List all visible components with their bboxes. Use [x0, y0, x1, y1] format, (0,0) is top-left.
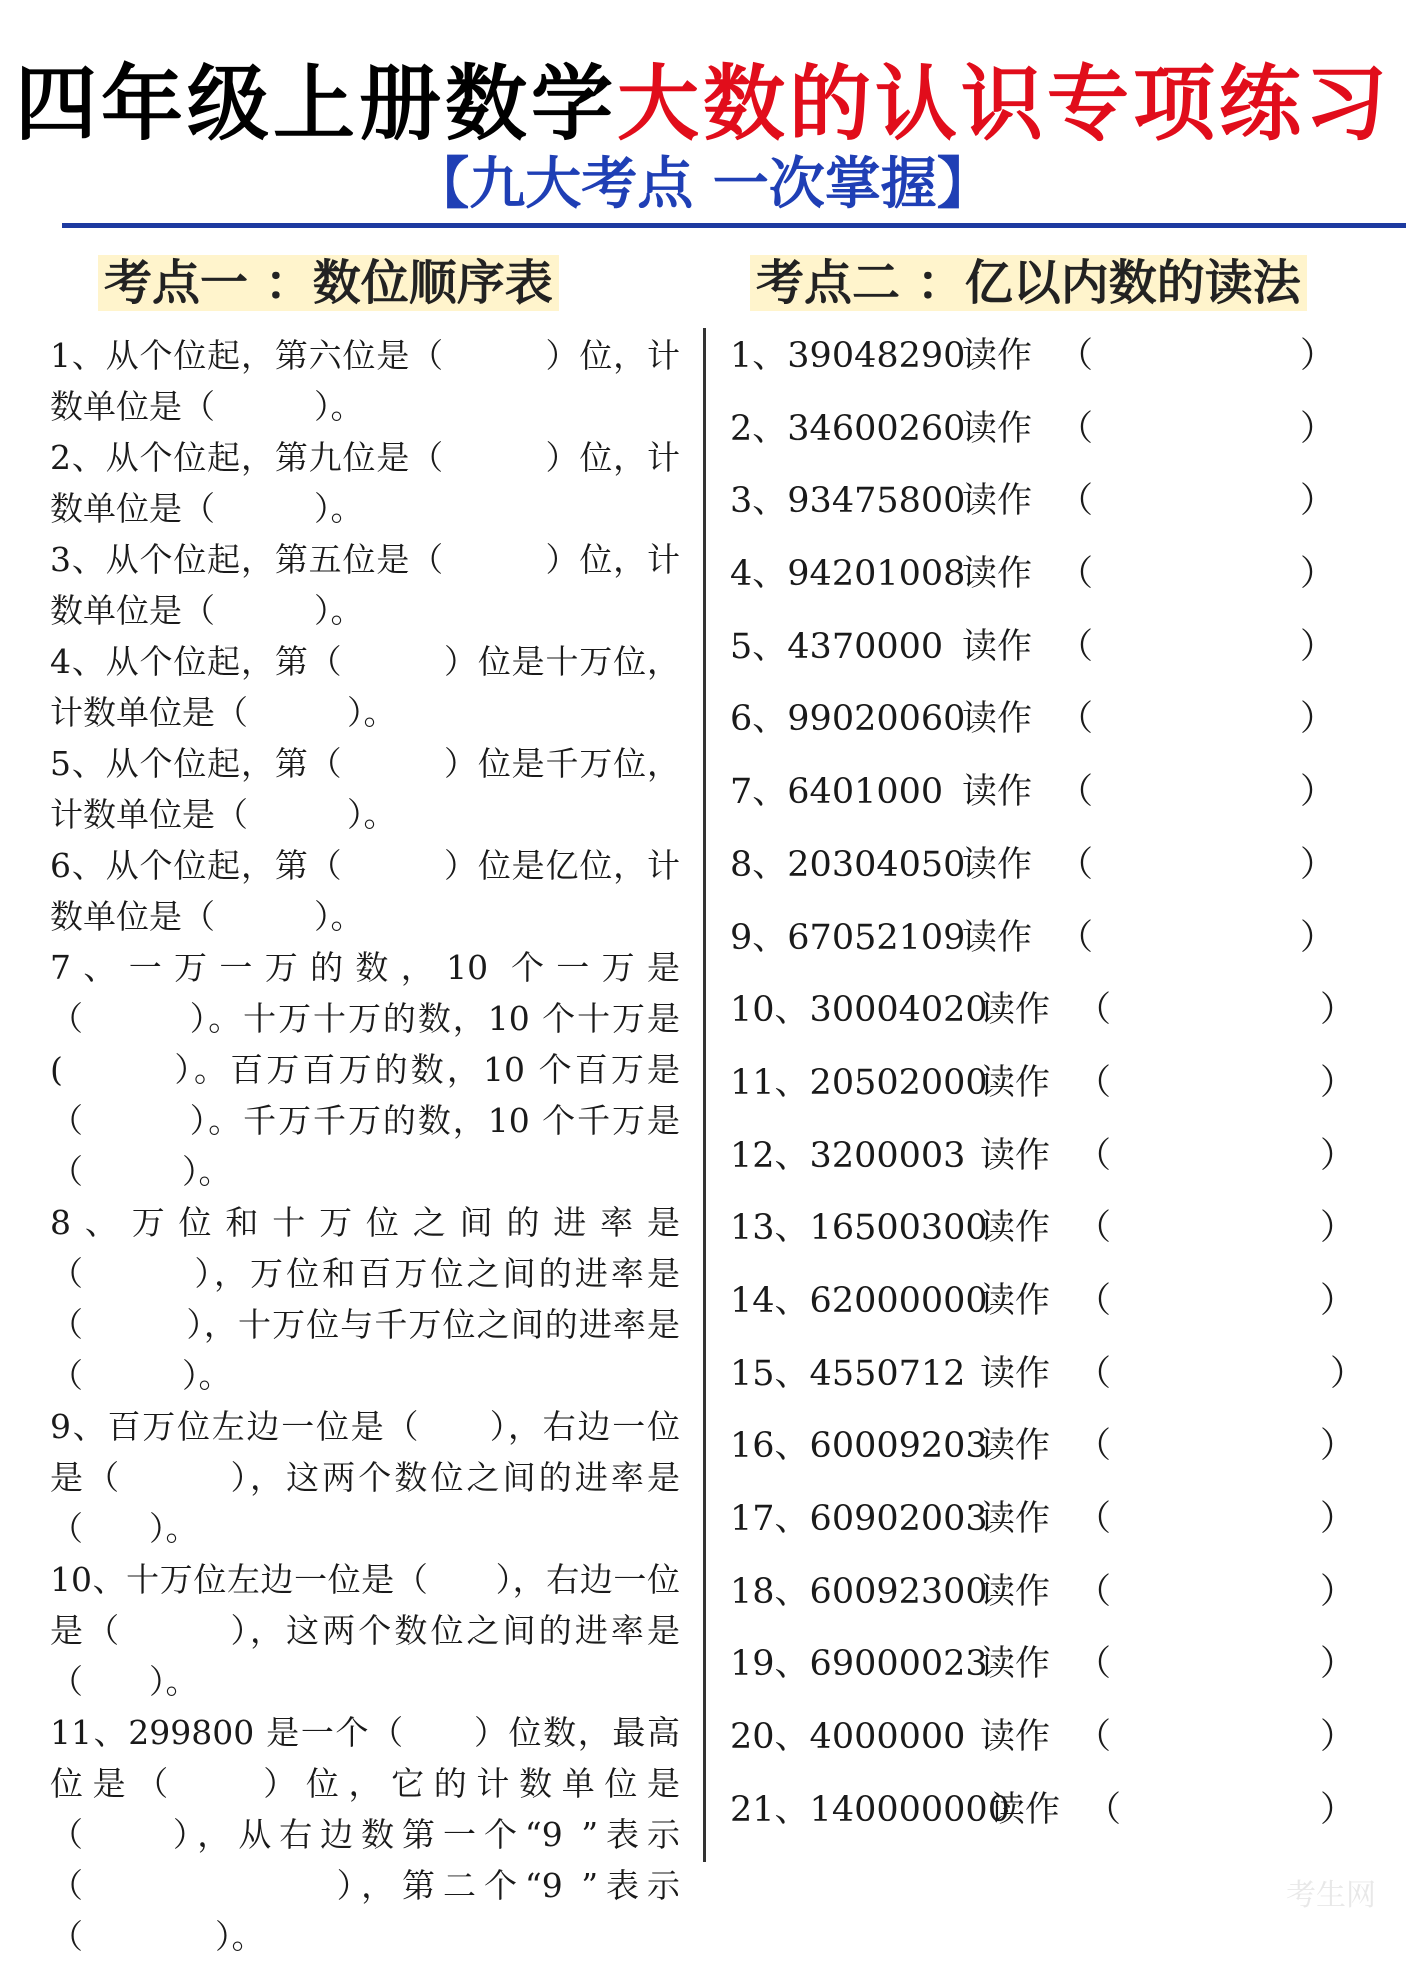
- number-label: 21、140000000: [730, 1789, 1010, 1830]
- answer-blank-close: ）: [1320, 1789, 1356, 1830]
- number-value: 4550712: [809, 1353, 966, 1394]
- number-label: 2、34600260: [730, 408, 966, 449]
- number-value: 20502000: [809, 1062, 988, 1103]
- read-as-label: 读作: [980, 1644, 1051, 1685]
- answer-blank-close: ）: [1300, 626, 1336, 667]
- question-item: 7、一万一万的数，10 个一万是（ ）。十万十万的数，10 个十万是( ）。百万百万的数，10 个百万是（ ）。千万千万的数，10 个千万是（ ）。: [50, 948, 680, 1191]
- answer-blank-close: ）: [1320, 1499, 1356, 1539]
- answer-blank-close: ）: [1320, 1426, 1356, 1467]
- number-value: 67052109: [787, 917, 966, 958]
- answer-blank-close: ）: [1320, 1644, 1356, 1685]
- number-value: 99020060: [787, 699, 966, 740]
- reading-row: [730, 1128, 1370, 1201]
- answer-blank-open: （: [1076, 1644, 1112, 1685]
- page-title: [0, 55, 1406, 155]
- reading-row: [730, 1273, 1370, 1346]
- question-item: 3、从个位起，第五位是（ ）位，计数单位是（ ）。: [50, 540, 680, 630]
- reading-row: [730, 1346, 1370, 1419]
- reading-row: [730, 1636, 1370, 1709]
- answer-blank-open: （: [1058, 772, 1094, 813]
- column-divider: [703, 328, 706, 1862]
- section-heading-2: 考点二 ：亿以内数的读法: [750, 248, 1307, 318]
- question-item: 4、从个位起，第（ ）位是十万位，计数单位是（ ）。: [50, 642, 680, 732]
- number-value: 16500300: [809, 1208, 988, 1249]
- reading-row: [730, 1418, 1370, 1491]
- reading-row: [730, 910, 1370, 983]
- reading-row: [730, 619, 1370, 692]
- answer-blank-open: （: [1086, 1789, 1122, 1830]
- question-item: 9、百万位左边一位是（ ），右边一位是（ ），这两个数位之间的进率是（ ）。: [50, 1407, 680, 1548]
- read-as-label: 读作: [980, 1717, 1051, 1758]
- answer-blank-close: ）: [1330, 1353, 1366, 1394]
- answer-blank-close: ）: [1300, 336, 1336, 376]
- number-label: 12、3200003: [730, 1135, 966, 1176]
- answer-blank-close: ）: [1320, 1135, 1356, 1176]
- read-as-label: 读作: [980, 1353, 1051, 1394]
- answer-blank-close: ）: [1300, 408, 1336, 449]
- read-as-label: 读作: [980, 1280, 1051, 1321]
- answer-blank-open: （: [1058, 626, 1094, 667]
- number-value: 39048290: [787, 336, 966, 376]
- question-item: 5、从个位起，第（ ）位是千万位，计数单位是（ ）。: [50, 744, 680, 834]
- title-black-part: 四年级上册数学: [14, 57, 617, 152]
- number-label: 10、30004020: [730, 990, 988, 1031]
- answer-blank-close: ）: [1320, 1062, 1356, 1103]
- read-as-label: 读作: [962, 772, 1033, 813]
- question-item: 1、从个位起，第六位是（ ）位，计数单位是（ ）。: [50, 336, 680, 426]
- number-label: 7、6401000: [730, 772, 944, 813]
- answer-blank-close: ）: [1300, 554, 1336, 595]
- read-as-label: 读作: [980, 990, 1051, 1031]
- question-item: 8、万位和十万位之间的进率是（ ），万位和百万位之间的进率是（ ），十万位与千万位之间的进率是（ ）。: [50, 1203, 680, 1395]
- reading-row: [730, 473, 1370, 546]
- answer-blank-open: （: [1058, 481, 1094, 522]
- answer-blank-close: ）: [1320, 1280, 1356, 1321]
- answer-blank-close: ）: [1300, 699, 1336, 740]
- number-value: 60009203: [809, 1426, 988, 1467]
- number-value: 69000023: [809, 1644, 988, 1685]
- answer-blank-close: ）: [1320, 1571, 1356, 1612]
- answer-blank-open: （: [1076, 1571, 1112, 1612]
- read-as-label: 读作: [962, 626, 1033, 667]
- title-divider: [62, 223, 1406, 228]
- number-value: 94201008: [787, 554, 966, 595]
- answer-blank-open: （: [1058, 699, 1094, 740]
- answer-blank-open: （: [1076, 1280, 1112, 1321]
- question-item: 2、从个位起，第九位是（ ）位，计数单位是（ ）。: [50, 438, 680, 528]
- answer-blank-close: ）: [1300, 772, 1336, 813]
- reading-row: [730, 328, 1370, 401]
- answer-blank-close: ）: [1320, 1208, 1356, 1249]
- reading-row: [730, 1200, 1370, 1273]
- question-list-left: [50, 330, 680, 1962]
- number-value: 60902003: [809, 1499, 988, 1539]
- reading-row: [730, 1055, 1370, 1128]
- number-value: 30004020: [809, 990, 988, 1031]
- answer-blank-open: （: [1076, 1353, 1112, 1394]
- answer-blank-close: ）: [1300, 481, 1336, 522]
- number-label: 5、4370000: [730, 626, 944, 667]
- read-as-label: 读作: [980, 1062, 1051, 1103]
- answer-blank-open: （: [1076, 1499, 1112, 1539]
- reading-row: [730, 764, 1370, 837]
- answer-blank-close: ）: [1320, 990, 1356, 1031]
- number-value: 4370000: [787, 626, 944, 667]
- number-value: 93475800: [787, 481, 966, 522]
- read-as-label: 读作: [980, 1208, 1051, 1249]
- answer-blank-open: （: [1076, 1062, 1112, 1103]
- question-item: 10、十万位左边一位是（ ），右边一位是（ ），这两个数位之间的进率是（ ）。: [50, 1560, 680, 1701]
- number-value: 34600260: [787, 408, 966, 449]
- reading-row: [730, 691, 1370, 764]
- number-label: 4、94201008: [730, 554, 966, 595]
- reading-row: [730, 1709, 1370, 1782]
- answer-blank-close: ）: [1300, 844, 1336, 885]
- answer-blank-close: ）: [1320, 1717, 1356, 1758]
- answer-blank-open: （: [1076, 1717, 1112, 1758]
- answer-blank-close: ）: [1300, 917, 1336, 958]
- number-label: 8、20304050: [730, 844, 966, 885]
- read-as-label: 读作: [962, 917, 1033, 958]
- answer-blank-open: （: [1076, 1208, 1112, 1249]
- number-label: 6、99020060: [730, 699, 966, 740]
- number-value: 62000000: [809, 1280, 988, 1321]
- number-label: 17、60902003: [730, 1499, 988, 1539]
- read-as-label: 读作: [990, 1789, 1061, 1830]
- read-as-label: 读作: [962, 408, 1033, 449]
- read-as-label: 读作: [980, 1426, 1051, 1467]
- read-as-label: 读作: [962, 554, 1033, 595]
- number-label: 20、4000000: [730, 1717, 966, 1758]
- number-label: 15、4550712: [730, 1353, 966, 1394]
- read-as-label: 读作: [980, 1135, 1051, 1176]
- number-label: 16、60009203: [730, 1426, 988, 1467]
- number-value: 60092300: [809, 1571, 988, 1612]
- number-label: 3、93475800: [730, 481, 966, 522]
- answer-blank-open: （: [1058, 844, 1094, 885]
- read-as-label: 读作: [962, 336, 1033, 376]
- page-subtitle: 【九大考点 一次掌握】: [413, 152, 993, 217]
- answer-blank-open: （: [1076, 1426, 1112, 1467]
- reading-row: [730, 1564, 1370, 1637]
- watermark: 考生网: [1286, 1878, 1376, 1913]
- read-as-label: 读作: [980, 1571, 1051, 1612]
- answer-blank-open: （: [1058, 554, 1094, 595]
- number-value: 20304050: [787, 844, 966, 885]
- question-item: 11、299800 是一个（ ）位数，最高位是（ ）位，它的计数单位是（ ），从右边数第一个“9 ”表示（ ），第二个“9 ”表示（ ）。: [50, 1713, 680, 1956]
- number-label: 11、20502000: [730, 1062, 988, 1103]
- reading-exercise-list: [730, 328, 1370, 1854]
- reading-row: [730, 837, 1370, 910]
- number-label: 14、62000000: [730, 1280, 988, 1321]
- number-label: 13、16500300: [730, 1208, 988, 1249]
- answer-blank-open: （: [1076, 990, 1112, 1031]
- reading-row: [730, 982, 1370, 1055]
- read-as-label: 读作: [980, 1499, 1051, 1539]
- read-as-label: 读作: [962, 481, 1033, 522]
- title-red-part: 大数的认识专项练习: [617, 57, 1392, 152]
- number-label: 9、67052109: [730, 917, 966, 958]
- answer-blank-open: （: [1058, 917, 1094, 958]
- reading-row: [730, 401, 1370, 474]
- number-label: 18、60092300: [730, 1571, 988, 1612]
- read-as-label: 读作: [962, 844, 1033, 885]
- answer-blank-open: （: [1058, 408, 1094, 449]
- section-heading-1: 考点一 ：数位顺序表: [98, 248, 559, 318]
- reading-row: [730, 1491, 1370, 1564]
- read-as-label: 读作: [962, 699, 1033, 740]
- number-label: 19、69000023: [730, 1644, 988, 1685]
- reading-row: [730, 546, 1370, 619]
- answer-blank-open: （: [1076, 1135, 1112, 1176]
- number-value: 140000000: [809, 1789, 1010, 1830]
- question-item: 6、从个位起，第（ ）位是亿位，计数单位是（ ）。: [50, 846, 680, 936]
- number-value: 6401000: [787, 772, 944, 813]
- reading-row: [730, 1782, 1370, 1855]
- answer-blank-open: （: [1058, 336, 1094, 376]
- number-value: 3200003: [809, 1135, 966, 1176]
- number-label: 1、39048290: [730, 336, 966, 376]
- number-value: 4000000: [809, 1717, 966, 1758]
